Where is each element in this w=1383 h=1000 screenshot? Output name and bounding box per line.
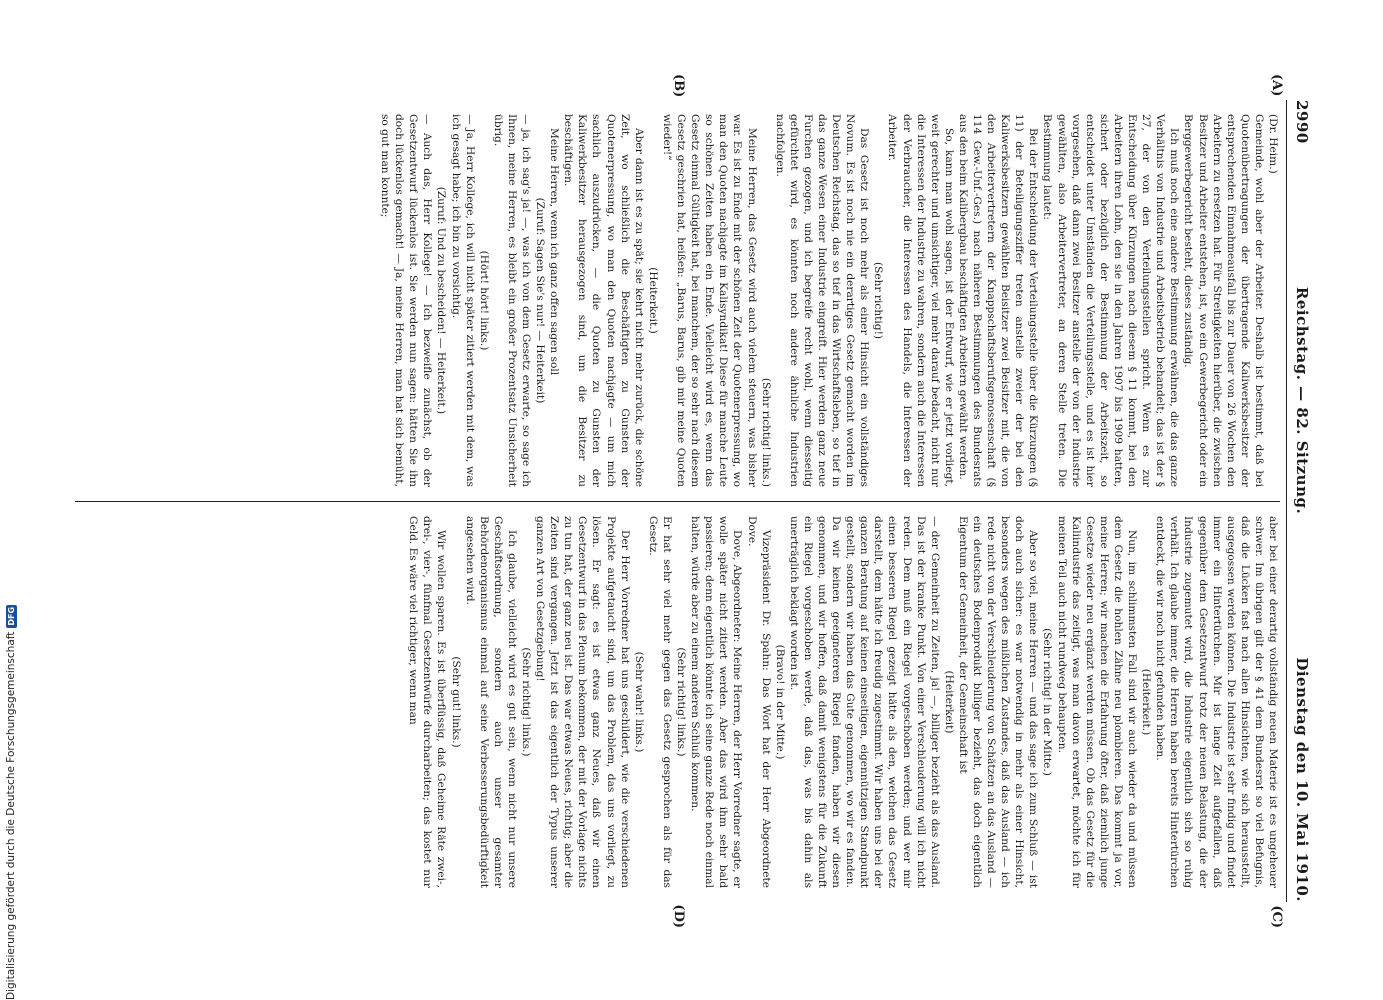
paragraph: (Zuruf: Und zu bescheiden! — Heiterkeit.) [435, 186, 448, 415]
paragraph: (Sehr richtig! links.) [675, 647, 688, 757]
paragraph: Aber so viel, meine Herren — und das sage ich zum Schluß — ist doch auch sicher: es war notwendig in mehr als einer Hinsicht, besonders wegen des mißlichen Zustandes, daß das Ausland — ich rede nicht von der Verschleuderung von Schätzen an das Ausland — ein deutsches Bodenprodukt billiger bezieht, das doch eigentlich Eigentum der Gemeinheit, der Gemeinschaft ist [956, 516, 1040, 888]
paragraph: aber bei einer derartig vollständig neuen Materie ist es ungeheuer schwer. Im übrigen gilt der § 41 dem Bundesrat so viel Befugnis, daß die Lücken fast nach allen Hinsichten, wie sich herausstellt, ausgegossen werden können. Die Industrie ist sehr findig und findet immer ein Hintertürchen. Mir ist lange Zeit aufgefallen, daß gegenüber dem Gesetzentwurf trotz der neuen Belastung, die der Industrie zugemutet wird, die Industrie eigentlich sich so ruhig verhält. Ich glaube immer, die Herren haben bereits Hintertürchen entdeckt, die wir noch nicht gefunden haben. [1154, 516, 1279, 888]
left-column [75, 100, 1280, 501]
page-number: 2990 [1293, 100, 1311, 144]
margin-marker-b: (B) [671, 74, 686, 98]
paragraph: Er hat sehr viel mehr gegen das Gesetz gesprochen als für das Gesetz. [646, 516, 673, 888]
margin-marker-c: (C) [1269, 905, 1284, 928]
credit-text: Digitalisierung gefördert durch die Deutsche Forschungsgemeinschaft [5, 631, 17, 1000]
right-column [75, 501, 1280, 902]
margin-marker-a: (A) [1269, 74, 1284, 97]
page-title: Reichstag. — 82. Sitzung. [1293, 286, 1311, 515]
paragraph: (Zuruf: Sagen Sie's nur! — Heiterkeit) [534, 197, 547, 404]
paragraph: Gemeinde, wohl aber der Arbeiter. Deshalb ist bestimmt, daß bei Quotenübertragungen der übertragende Kaliwerksbesitzer der entsprechenden Einnahmeausfall bis zur Dauer von 26 Wochen den Arbeitern zu ersetzen hat. Für Streitigkeiten hierüber, die zwischen Besitzer und Arbeiter entstehen, ist, wo ein Gewerbegericht oder ein Berggewerbegericht besteht, dieses zuständig. [1182, 114, 1265, 487]
paragraph: — Ja, Herr Kollege, ich will nicht später zitiert werden mit dem, was ich gesagt habe; ich bin zu vorsichtig. [449, 114, 476, 487]
paragraph: (Heiterkeit.) [646, 267, 659, 334]
paragraph: (Sehr richtig! links.) [520, 647, 533, 757]
paragraph: Ich glaube, vielleicht wird es gut sein, wenn nicht nur unsere Geschäftsordnung, sondern auch unser gesamter Behördenorganismus einmal auf seine Verbesserungsbedürftigkeit angesehen wird. [463, 516, 518, 888]
paragraph: Der Herr Vorredner hat uns geschildert, wie die verschiedenen Projekte aufgetaucht sind, um das Problem, das uns vorliegt, zu lösen. Er sagt: es ist etwas ganz Neues, daß wir einen Gesetzentwurf in das Plenum bekommen, der mit der Vorlage nichts zu tun hat, der ganz neu ist. Das war etwas Neues, richtig; aber die Zeiten sind vergangen. Jetzt ist das eigentlich der Typus unserer ganzen Art von Gesetzgebung! [534, 516, 631, 888]
paragraph: Das Gesetz ist noch mehr als einer Hinsicht ein vollständiges Novum. Es ist noch nie ein derartiges Gesetz gemacht worden im Deutschen Reichstag, das so tief in das Wirtschaftsleben, so tief in das ganze Wesen einer Industrie eingreift. Hier werden ganz neue Furchen gezogen, und ich begreife recht wohl, wenn diesseitig gefürchtet wird, es könnten noch andere ähnliche Industrien nachfolgen. [773, 114, 871, 487]
paragraph: — ja, ich sag's ja! —, was ich von dem Gesetz erwarte, so sage ich Ihnen, meine Herren, es bleibt ein großer Prozentsatz Unsicherheit übrig. [491, 114, 533, 487]
paragraph: — der Gemeinheit zu Zeiten, ja! —, billiger bezieht als das Ausland. Das ist der kranke Punkt. Von einer Verschleuderung will ich nicht reden. Dem muß ein Riegel vorgeschoben werden; und wer mir einen besseren Riegel gezeigt hätte als den, welchen das Gesetz darstellt, dem hätte ich freudig zugestimmt. Wir haben uns bei der ganzen Beratung auf keinen einseitigen, eigennützigen Standpunkt gestellt, sondern wir haben das Gute genommen, wo wir es fanden. Da wir keinen geeigneteren Riegel fanden, haben wir diesen genommen, und wir hoffen, daß damit wenigstens für die Zukunft ein Riegel vorgeschoben werde, daß das, was bis dahin als unerträglich beklagt worden ist. [787, 516, 941, 888]
paragraph: (Sehr richtig! in der Mitte.) [1041, 628, 1054, 776]
paragraph: Dove, Abgeordneter: Meine Herren, der Herr Vorredner sagte, er wolle später nicht zitiert werden. Aber das wird ihm sehr bald passieren; denn eigentlich könnte ich seine ganze Rede noch einmal halten, würde aber zu einem anderen Schluß kommen. [689, 516, 744, 888]
paragraph: — Auch das, Herr Kollege! — Ich bezweifle zunächst, ob der Gesetzentwurf lückenlos ist. Sie werden nun sagen: hätten Sie ihn doch lückenlos gemacht! — Ja, meine Herren, man hat sich bemüht, so gut man konnte; [379, 114, 434, 487]
paragraph: (Hört! hört! links.) [477, 250, 490, 351]
digitization-credit [2, 0, 20, 1000]
paragraph: Vizepräsident Dr. Spahn: Das Wort hat der Herr Abgeordnete Dove. [745, 516, 772, 888]
page-header [1286, 100, 1311, 902]
paragraph: (Sehr richtig!) [872, 262, 885, 339]
dfg-logo: DFG [6, 606, 16, 626]
paragraph: (Sehr richtig! links.) [759, 377, 772, 487]
margin-marker-d: (D) [671, 904, 686, 928]
paragraph: Ich muß noch eine andere Bestimmung erwähnen, die das ganze Verhältnis von Industrie und Arbeitsbetrieb behandelt; das ist der § 27, der von den Verteilungsstellen spricht. Wenn es zur Entscheidung über Kürzungen nach diesem § 11 kommt, bei den Arbeitern ihren Lohn, den sie in den Jahren 1907 bis 1909 hatten, sichert oder bezüglich der Bestimmung der Arbeitszeit, so entscheidet unter Umständen die Verteilungsstelle, und es ist hier vorgesehen, daß dann zwei Besitzer anstelle der von der Industrie gewählten, also Arbeitervertreter, an deren Stelle treten. Die Bestimmung lautet: [1041, 114, 1181, 487]
paragraph: (Bravo! in der Mitte.) [773, 644, 786, 760]
text-columns [75, 74, 1286, 928]
paragraph: (Dr. Heim.) [1267, 114, 1279, 174]
paragraph: (Heiterkeit) [942, 670, 955, 734]
paragraph: Wir wollen sparen. Es ist überflüssig, daß Geheime Räte zwei-, drei-, vier-, fünfmal Gesetzentwürfe durcharbeiten; das kostet nur Geld. Es wäre viel richtiger, wenn man [407, 516, 448, 888]
page-date: Dienstag den 10. Mai 1910. [1293, 657, 1311, 902]
paragraph: (Sehr wahr! links.) [632, 651, 645, 753]
paragraph: Aber dann ist es zu spät; sie kehrt nicht mehr zurück, die schöne Zeit, wo schließlich die Beschäftigten zu Gunsten der Quotenerpressung, wo man den Quoten nachjagte — um mich sachlich auszudrücken, — die Quoten zu Gunsten der Kaliwerkbesitzer herausgezogen sind, um die Besitzer zu beschäftigen. [562, 114, 645, 487]
paragraph: (Heiterkeit.) [1140, 668, 1153, 736]
paragraph: So, kann man wohl sagen, ist der Entwurf, wie er jetzt vorliegt, weit gerechter und umsichtiger, viel mehr darauf bedacht, nicht nur die Interessen der Industrie zu wahren, sondern auch die Interessen der Verbraucher, die Interessen des Handels, die Interessen der Arbeiter. [886, 114, 955, 487]
paragraph: (Sehr gut! links.) [449, 656, 462, 748]
paragraph: Meine Herren, das Gesetz wird auch vielem steuern, was bisher war. Es ist zu Ende mit der schönen Zeit der Quotenerpressung, wo man den Quoten nachjagte im Kalisyndikat! Diese für manche Leute so schönen Zeiten haben ein Ende. Vielleicht wird es, wenn das Gesetz einmal Gültigkeit hat, bei manchem, der so sehr nach diesem Gesetz geschrien hat, heißen: „Barus, Barus, gib mir meine Quoten wieder!“ [660, 114, 758, 487]
paragraph: Meine Herren, wenn ich ganz offen sagen soll [548, 128, 561, 376]
paragraph: Bei der Entscheidung der Verteilungsstelle über die Kürzungen (§ 11) der Beteiligungsziffer treten anstelle zweier der bei den Kaliwerksbesitzern gewählten Beisitzer zwei Beisitzer mit, die von den Arbeitervertretern der Knappschaftsberufsgenossenschaft (§ 114 Gew.-Unf.-Ges.) nach näheren Bestimmungen des Bundesrats aus den beim Kalibergbau beschäftigten Arbeitern gewählt werden. [956, 114, 1040, 487]
paragraph: Nun, im schlimmsten Fall sind wir auch wieder da und müssen dem Gesetz die hohlen Zähne neu plombieren. Das kommt ja vor, meine Herren; wir machen die Erfahrung öfter, daß ziemlich junge Gesetze wieder neu ergänzt werden müssen. Ob das Gesetz für die Kaliindustrie das zeitigt, was man davon erwartet, möchte ich für meinen Teil auch nicht rundweg behaupten. [1055, 516, 1139, 888]
scanned-page [71, 70, 1311, 930]
